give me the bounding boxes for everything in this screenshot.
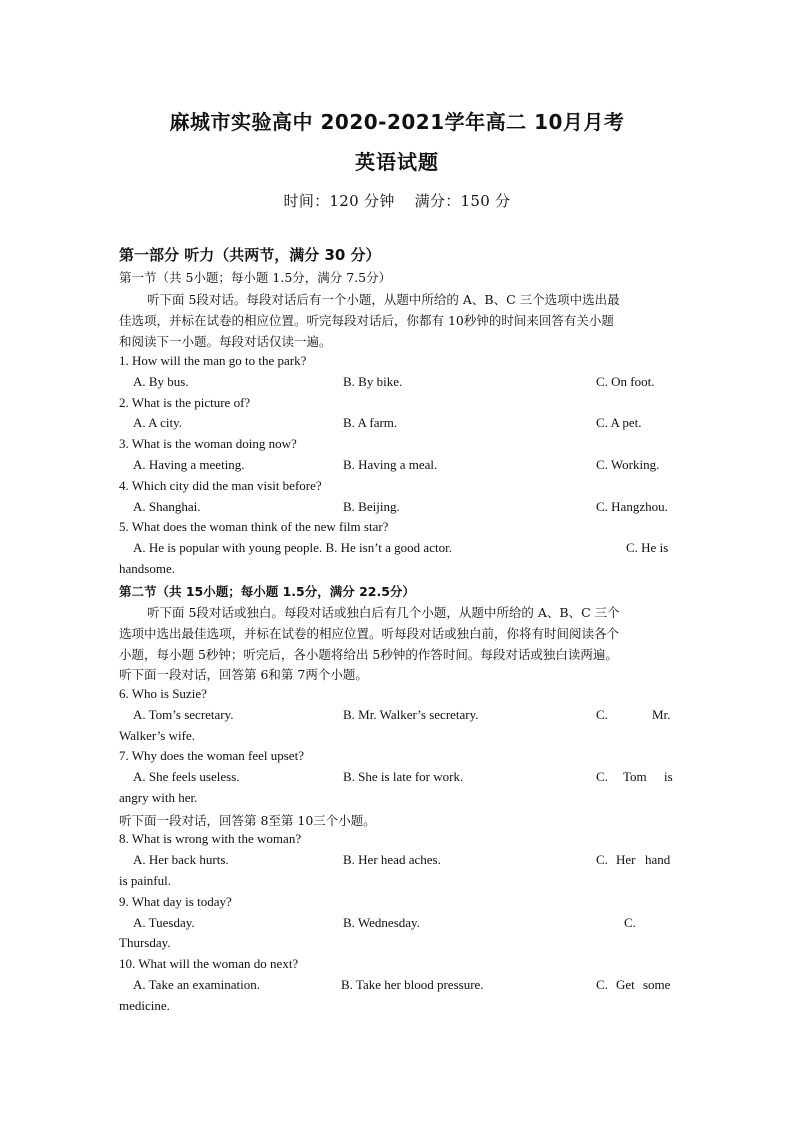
option-b: B. By bike. bbox=[343, 374, 403, 389]
option-b: B. Beijing. bbox=[343, 499, 400, 514]
exam-subtitle: 英语试题 bbox=[355, 150, 439, 174]
question-stem: 1. How will the man go to the park? bbox=[119, 353, 307, 368]
option-c-wrap: is painful. bbox=[119, 873, 171, 888]
option-c: C. bbox=[596, 852, 608, 867]
option-c: C. bbox=[596, 707, 608, 722]
option-b: B. She is late for work. bbox=[343, 769, 464, 784]
section2-instruction-line: 小题，每小题 5秒钟；听完后，各小题将给出 5秒钟的作答时间。每段对话或独白读两遍。 bbox=[119, 647, 618, 662]
question-stem: 3. What is the woman doing now? bbox=[119, 436, 297, 451]
option-a: A. Take an examination. bbox=[133, 977, 261, 992]
option-c-wrap: handsome. bbox=[119, 561, 175, 576]
question-stem: 6. Who is Suzie? bbox=[119, 686, 207, 701]
option-c-text: Mr. bbox=[652, 707, 671, 722]
option-c-text: some bbox=[643, 977, 671, 992]
question-stem: 7. Why does the woman feel upset? bbox=[119, 748, 304, 763]
section2-heading: 第二节（共 15小题；每小题 1.5分，满分 22.5分） bbox=[119, 584, 415, 599]
option-c-text: Her bbox=[616, 852, 636, 867]
option-c: C. bbox=[596, 769, 608, 784]
option-c-text: hand bbox=[645, 852, 671, 867]
section1-heading: 第一节（共 5小题；每小题 1.5分，满分 7.5分） bbox=[119, 270, 392, 285]
option-c-wrap: medicine. bbox=[119, 998, 170, 1013]
section2-instruction-line: 选项中选出最佳选项，并标在试卷的相应位置。听每段对话或独白前，你将有时间阅读各个 bbox=[119, 626, 620, 641]
option-a: A. She feels useless. bbox=[133, 769, 240, 784]
option-b: B. Having a meal. bbox=[343, 457, 438, 472]
option-b: B. Wednesday. bbox=[343, 915, 420, 930]
option-c-text: Get bbox=[616, 977, 635, 992]
option-a: A. Shanghai. bbox=[133, 499, 201, 514]
option-b: B. Her head aches. bbox=[343, 852, 441, 867]
dialog-intro: 听下面一段对话，回答第 8至第 10三个小题。 bbox=[119, 813, 376, 828]
question-stem: 4. Which city did the man visit before? bbox=[119, 478, 322, 493]
option-a: A. Having a meeting. bbox=[133, 457, 245, 472]
option-a: A. By bus. bbox=[133, 374, 189, 389]
question-stem: 8. What is wrong with the woman? bbox=[119, 831, 302, 846]
option-a: A. A city. bbox=[133, 415, 182, 430]
question-stem: 10. What will the woman do next? bbox=[119, 956, 299, 971]
option-a: A. Tuesday. bbox=[133, 915, 195, 930]
exam-title: 麻城市实验高中 2020-2021学年高二 10月月考 bbox=[169, 110, 625, 134]
exam-time: 时间：120 分钟 bbox=[283, 192, 395, 210]
option-c: C. bbox=[624, 915, 636, 930]
section1-instruction-line: 和阅读下一小题。每段对话仅读一遍。 bbox=[119, 334, 332, 349]
option-c: C. He is bbox=[626, 540, 669, 555]
option-b: B. Mr. Walker’s secretary. bbox=[343, 707, 479, 722]
option-b: B. Take her blood pressure. bbox=[341, 977, 484, 992]
option-b: B. A farm. bbox=[343, 415, 398, 430]
section2-instruction-line: 听下面一段对话，回答第 6和第 7两个小题。 bbox=[119, 667, 368, 682]
part1-heading: 第一部分 听力（共两节，满分 30 分） bbox=[119, 246, 381, 264]
option-c-wrap: Thursday. bbox=[119, 935, 171, 950]
question-stem: 9. What day is today? bbox=[119, 894, 232, 909]
exam-meta bbox=[0, 190, 794, 211]
option-c-text: Tom bbox=[623, 769, 647, 784]
question-stem: 2. What is the picture of? bbox=[119, 395, 251, 410]
option-c-wrap: Walker’s wife. bbox=[119, 728, 195, 743]
option-c: C. Hangzhou. bbox=[596, 499, 668, 514]
option-c: C. A pet. bbox=[596, 415, 642, 430]
exam-score: 满分：150 分 bbox=[414, 192, 511, 210]
option-c: C. Working. bbox=[596, 457, 660, 472]
question-stem: 5. What does the woman think of the new film star? bbox=[119, 519, 389, 534]
option-c-wrap: angry with her. bbox=[119, 790, 198, 805]
option-c: C. bbox=[596, 977, 608, 992]
section1-instruction-line: 听下面 5段对话。每段对话后有一个小题，从题中所给的 A、B、C 三个选项中选出最 bbox=[147, 292, 620, 307]
section2-instruction-line: 听下面 5段对话或独白。每段对话或独白后有几个小题，从题中所给的 A、B、C 三个 bbox=[147, 605, 620, 620]
section1-instruction-line: 佳选项，并标在试卷的相应位置。听完每段对话后，你都有 10秒钟的时间来回答有关小题 bbox=[119, 313, 614, 328]
option-c: C. On foot. bbox=[596, 374, 655, 389]
option-a: A. Her back hurts. bbox=[133, 852, 229, 867]
option-a: A. Tom’s secretary. bbox=[133, 707, 234, 722]
option-c-text: is bbox=[664, 769, 673, 784]
option-a-b: A. He is popular with young people. B. He isn’t a good actor. bbox=[133, 540, 452, 555]
